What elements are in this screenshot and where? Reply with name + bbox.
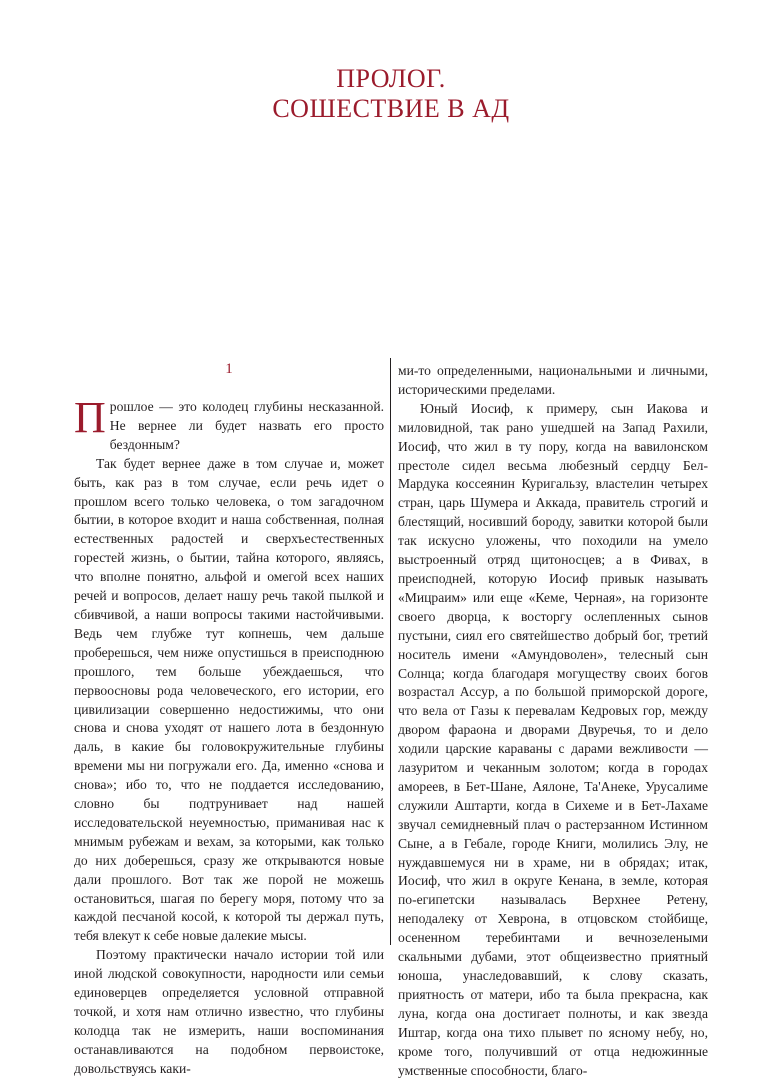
heading-line-2: СОШЕСТВИЕ В АД (272, 94, 510, 123)
left-column (74, 354, 384, 1079)
paragraph: ми-то определенными, национальными и личными, историческими пределами. (398, 363, 708, 397)
paragraph: Так будет вернее даже в том случае и, может быть, как раз в том случае, если речь идет о прошлом всего только человека, о том загадочном бытии, в которое входит и наша собственная, полная естественных радостей и сверхъестественных горестей жизнь, о бытии, тайна которого, являясь, что вполне понятно, альфой и омегой всех наших речей и вопросов, делает нашу речь такой пылкой и сбивчивой, а наши вопросы такими настойчивыми. Ведь чем глубже тут копнешь, чем дальше проберешься, чем ниже опустишься в преисподнюю прошлого, тем больше убеждаешься, что первоосновы рода человеческого, его истории, его цивилизации совершенно недостижимы, что они снова и снова уходят от нашего лота в бездонную даль, в какие бы головокружительные глубины времени мы ни погружали его. Да, именно «снова и снова»; ибо то, что не поддается исследованию, словно бы подтрунивает над нашей исследовательской неуемностью, приманивая нас к мнимым рубежам и вехам, за которыми, как только до них доберешься, сразу же открываются новые дали прошлого. Вот так же порой не можешь остановиться, шагая по берегу моря, потому что за каждой песчаной косой, к которой ты держал путь, тебя влекут к себе новые далекие мысы. (74, 455, 384, 944)
paragraph: Юный Иосиф, к примеру, сын Иакова и миловидной, так рано ушедшей на Запад Рахили, Иосиф, что жил в ту пору, когда на вавилонском престоле сидел весьма любезный сердцу Бел-Мардука коссеянин Куригальзу, властелин четырех стран, царь Шумера и Аккада, правитель строгий и блестящий, носивший бороду, завитки которой были так искусно уложены, что походили на умело выстроенный отряд щитоносцев; а в Фивах, в преисподней, которую Иосиф привык называть «Мицраим» или еще «Кеме, Черная», на горизонте своего дворца, к восторгу ослепленных сынов пустыни, сиял его святейшество добрый бог, третий носитель имени «Амундоволен», телесный сын Солнца; когда благодаря могуществу своих богов возрастал Ассур, а по большой приморской дороге, что вела от Газы к перевалам Кедровых гор, между двором фараона и дворами Двуречья, то и дело ходили царские караваны с дарами вежливости — лазуритом и чеканным золотом; когда в городах амореев, в Бет-Шане, Аялоне, Та'Анеке, Урусалиме служили Аштарти, когда в Сихеме и в Бет-Лахаме звучал семидневный плач о растерзанном Истинном Сыне, а в Гебале, городе Книги, молились Элу, не нуждавшемуся ни в храме, ни в обрядах; итак, Иосиф, что жил в округе Кенана, в земле, которая по-египетски называлась Верхнее Ретену, неподалеку от Хеврона, в отцовском стойбище, осененном теребинтами и вечнозелеными скальными дубами, этот общеизвестно приятный юноша, унаследовавший, к слову сказать, приятность от матери, ибо та была прекрасна, как луна, когда она достигает полноты, и как звезда Иштар, когда она тихо плывет по ясному небу, но, кроме того, получивший от отца недюжинные умственные способности, благо- (398, 400, 708, 1078)
right-column (398, 362, 708, 1080)
heading-line-1: ПРОЛОГ. (336, 64, 446, 93)
paragraph: Поэтому практически начало истории той или иной людской совокупности, народности или семьи единоверцев определяется условной отправной точкой, и хотя нам отлично известно, что глубины колодца так не измерить, наши воспоминания останавливаются на подобном первоистоке, довольствуясь каки- (74, 947, 384, 1076)
paragraph (74, 393, 384, 455)
chapter-number: 1 (225, 361, 233, 377)
column-divider (390, 358, 391, 945)
drop-cap: П (74, 393, 106, 442)
chapter-heading (0, 64, 782, 124)
paragraph-text: рошлое — это колодец глубины несказанной. Не вернее ли будет назвать его просто бездонным? (109, 399, 384, 452)
